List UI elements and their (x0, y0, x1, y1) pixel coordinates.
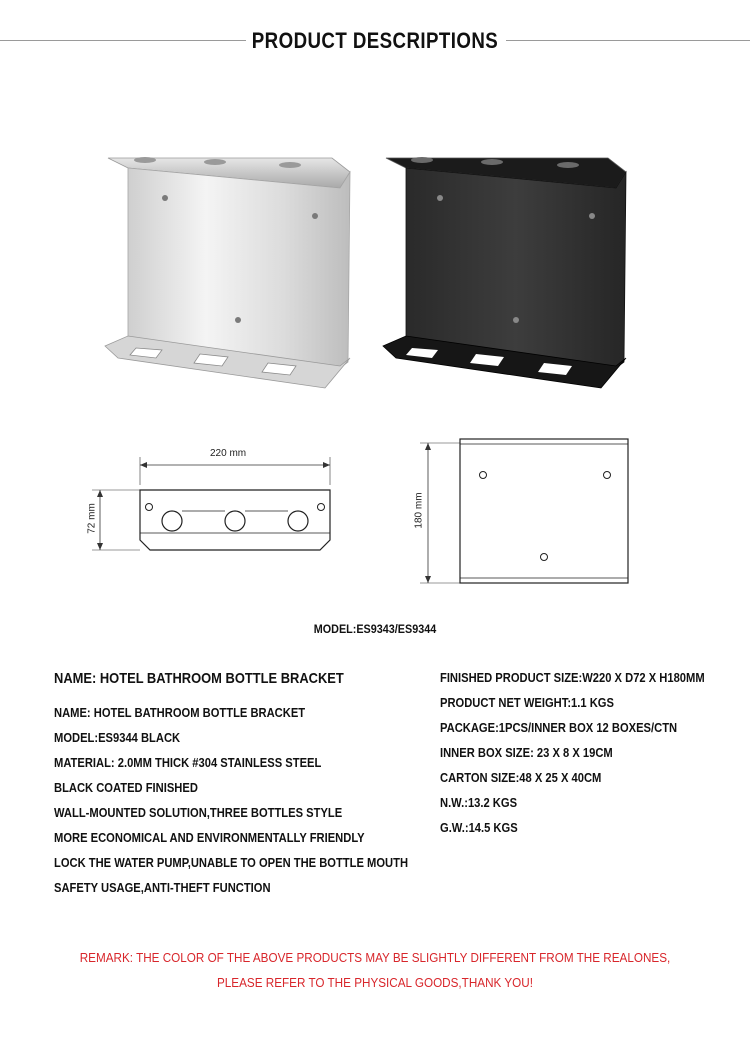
list-item: PRODUCT NET WEIGHT:1.1 KGS (440, 695, 614, 710)
remark-line-1: REMARK: THE COLOR OF THE ABOVE PRODUCTS MAY BE SLIGHTLY DIFFERENT FROM THE REALONES, (79, 950, 671, 965)
front-dimension-drawing (80, 445, 350, 570)
remark-line-2: PLEASE REFER TO THE PHYSICAL GOODS,THANK YOU! (216, 975, 533, 990)
list-item: N.W.:13.2 KGS (440, 795, 518, 810)
list-item: MODEL:ES9344 BLACK (54, 730, 181, 745)
spec-heading: NAME: HOTEL BATHROOM BOTTLE BRACKET (54, 670, 344, 687)
list-item: NAME: HOTEL BATHROOM BOTTLE BRACKET (54, 705, 306, 720)
page-title: PRODUCT DESCRIPTIONS (251, 28, 499, 53)
list-item: MATERIAL: 2.0MM THICK #304 STAINLESS STEEL (54, 755, 322, 770)
model-caption: MODEL:ES9343/ES9344 (313, 622, 437, 636)
side-height-label: 180 mm (413, 492, 425, 529)
right-spec-list (440, 665, 748, 840)
width-dimension-label: 220 mm (210, 448, 247, 459)
list-item: BLACK COATED FINISHED (54, 780, 198, 795)
left-spec-list (54, 700, 466, 900)
list-item: WALL-MOUNTED SOLUTION,THREE BOTTLES STYLE (54, 805, 343, 820)
list-item: FINISHED PRODUCT SIZE:W220 X D72 X H180MM (440, 670, 705, 685)
list-item: CARTON SIZE:48 X 25 X 40CM (440, 770, 602, 785)
black-bracket-photo (380, 140, 640, 400)
list-item: PACKAGE:1PCS/INNER BOX 12 BOXES/CTN (440, 720, 678, 735)
list-item: LOCK THE WATER PUMP,UNABLE TO OPEN THE BOTTLE MOUTH (54, 855, 409, 870)
list-item: G.W.:14.5 KGS (440, 820, 518, 835)
list-item: MORE ECONOMICAL AND ENVIRONMENTALLY FRIENDLY (54, 830, 365, 845)
list-item: SAFETY USAGE,ANTI-THEFT FUNCTION (54, 880, 271, 895)
list-item: INNER BOX SIZE: 23 X 8 X 19CM (440, 745, 613, 760)
stainless-bracket-photo (100, 140, 360, 400)
height-dimension-label: 72 mm (86, 503, 98, 534)
side-dimension-drawing (410, 435, 640, 590)
